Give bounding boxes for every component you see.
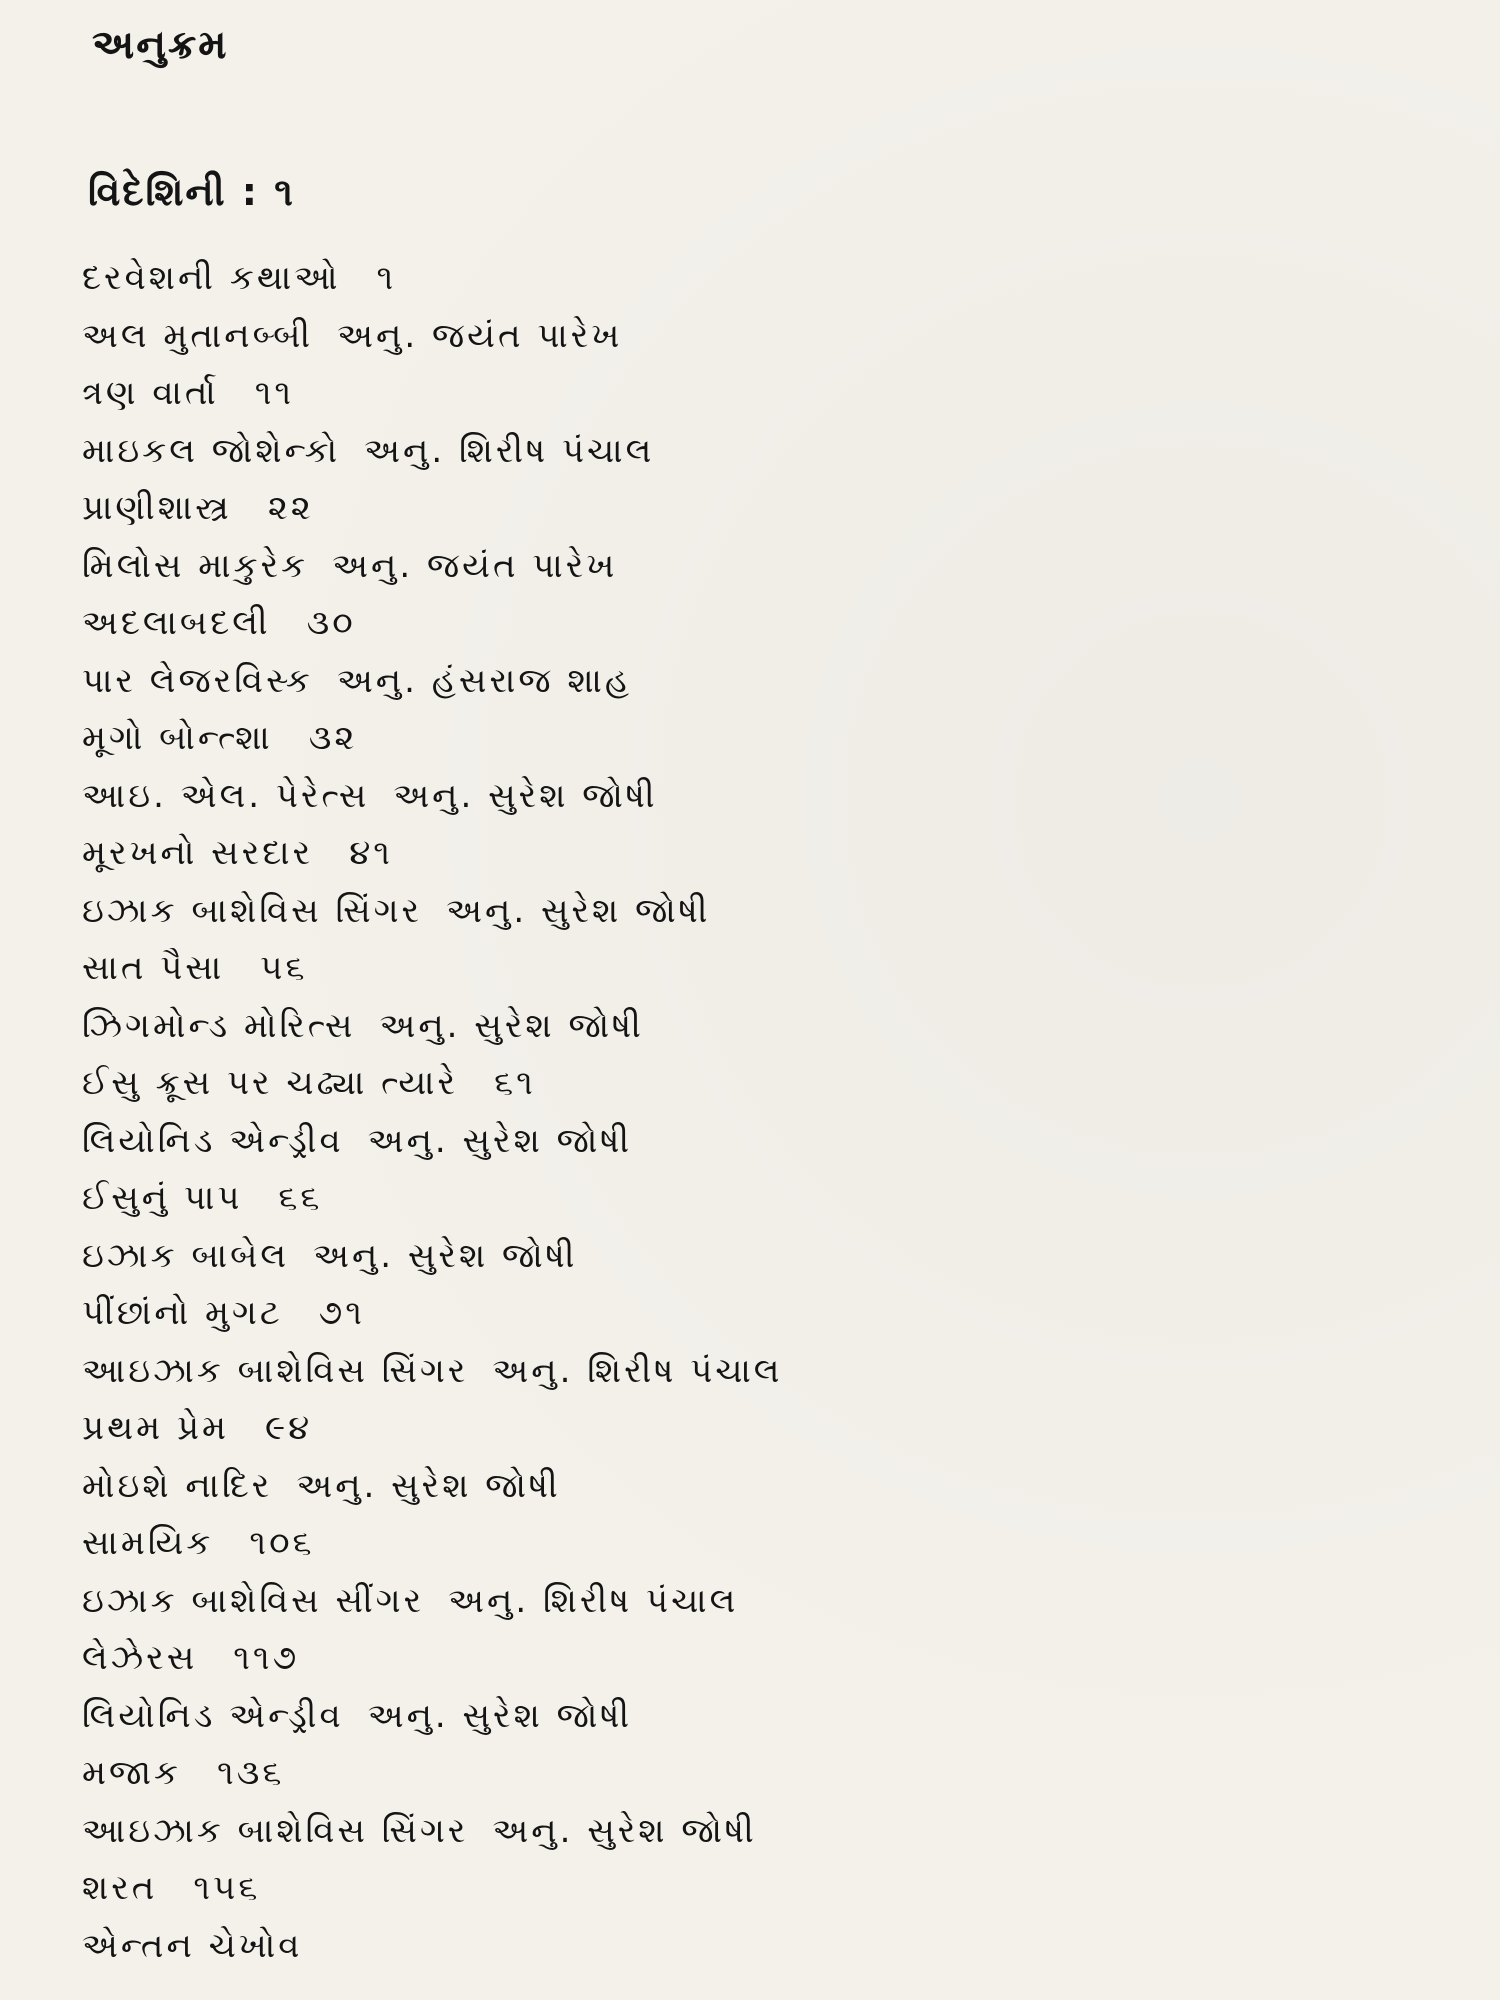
- page-number: ૯૪: [265, 1408, 313, 1448]
- toc-author-line: [82, 883, 1382, 941]
- story-title: પ્રાણીશાસ્ત્ર: [82, 488, 232, 528]
- toc-story-line: [82, 1400, 1382, 1458]
- translator-credit: અનુ. સુરેશ જોષી: [393, 775, 658, 816]
- story-title: શરત: [82, 1868, 158, 1908]
- author-name: અલ મુતાનબ્બી: [82, 315, 314, 356]
- toc-author-line: [82, 998, 1382, 1056]
- story-title: અદલાબદલી: [82, 603, 271, 643]
- toc-author-line: [82, 423, 1382, 481]
- author-name: ઝિગમોન્ડ મોરિત્સ: [82, 1005, 356, 1046]
- toc-story-line: [82, 1860, 1382, 1918]
- author-name: લિયોનિડ એન્ડ્રીવ: [82, 1695, 344, 1736]
- story-title: ઈસુ ક્રૂસ પર ચઢ્યા ત્યારે: [82, 1063, 459, 1103]
- toc-story-line: [82, 1055, 1382, 1113]
- toc-author-line: [82, 1918, 1382, 1976]
- story-title: પ્રથમ પ્રેમ: [82, 1408, 230, 1448]
- translator-credit: અનુ. સુરેશ જોષી: [313, 1235, 578, 1276]
- story-title: ઈસુનું પાપ: [82, 1178, 243, 1218]
- toc-story-line: [82, 595, 1382, 653]
- toc-story-line: [82, 1285, 1382, 1343]
- author-name: આઇ. એલ. પેરેત્સ: [82, 775, 370, 816]
- toc-story-line: [82, 1630, 1382, 1688]
- table-of-contents: [82, 250, 1382, 1975]
- story-title: ત્રણ વાર્તા: [82, 373, 219, 413]
- translator-credit: અનુ. જયંત પારેખ: [337, 315, 623, 356]
- translator-credit: અનુ. શિરીષ પંચાલ: [364, 430, 655, 471]
- page-number: ૨૨: [267, 488, 314, 528]
- translator-credit: અનુ. શિરીષ પંચાલ: [448, 1580, 739, 1621]
- translator-credit: અનુ. સુરેશ જોષી: [296, 1465, 561, 1506]
- translator-credit: અનુ. હંસરાજ શાહ: [336, 660, 633, 701]
- author-name: એન્તન ચેખોવ: [82, 1925, 303, 1966]
- toc-author-line: [82, 653, 1382, 711]
- toc-author-line: [82, 768, 1382, 826]
- page-number: ૧૦૬: [249, 1523, 315, 1563]
- story-title: સામયિક: [82, 1523, 214, 1563]
- page-number: ૬૧: [494, 1063, 536, 1103]
- translator-credit: અનુ. સુરેશ જોષી: [367, 1695, 633, 1736]
- toc-author-line: [82, 308, 1382, 366]
- page-number: ૭૧: [318, 1293, 365, 1333]
- story-title: સાત પૈસા: [82, 948, 225, 988]
- page-number: ૪૧: [349, 833, 393, 873]
- toc-author-line: [82, 1113, 1382, 1171]
- page-number: ૬૬: [278, 1178, 323, 1218]
- page-number: ૧૧: [254, 373, 295, 413]
- translator-credit: અનુ. જયંત પારેખ: [332, 545, 618, 586]
- story-title: દરવેશની કથાઓ: [82, 258, 341, 298]
- translator-credit: અનુ. શિરીષ પંચાલ: [492, 1350, 783, 1391]
- story-title: પીંછાંનો મુગટ: [82, 1293, 283, 1333]
- author-name: મોઇશે નાદિર: [82, 1465, 273, 1506]
- author-name: આઇઝાક બાશેવિસ સિંગર: [82, 1350, 469, 1391]
- toc-author-line: [82, 1688, 1382, 1746]
- translator-credit: અનુ. સુરેશ જોષી: [492, 1810, 757, 1851]
- story-title: લેઝેરસ: [82, 1638, 198, 1678]
- author-name: આઇઝાક બાશેવિસ સિંગર: [82, 1810, 469, 1851]
- translator-credit: અનુ. સુરેશ જોષી: [446, 890, 711, 931]
- page-number: ૩૦: [306, 603, 356, 643]
- toc-story-line: [82, 825, 1382, 883]
- author-name: મિલોસ માકુરેક: [82, 545, 309, 586]
- author-name: લિયોનિડ એન્ડ્રીવ: [82, 1120, 344, 1161]
- translator-credit: અનુ. સુરેશ જોષી: [367, 1120, 633, 1161]
- toc-story-line: [82, 710, 1382, 768]
- toc-author-line: [82, 1228, 1382, 1286]
- toc-story-line: [82, 480, 1382, 538]
- author-name: ઇઝાક બાશેવિસ સીંગર: [82, 1580, 425, 1621]
- section-title: વિદેશિની : ૧: [88, 170, 295, 214]
- toc-author-line: [82, 1458, 1382, 1516]
- toc-author-line: [82, 1343, 1382, 1401]
- toc-story-line: [82, 940, 1382, 998]
- story-title: મજાક: [82, 1753, 182, 1793]
- page-number: ૧૧૭: [233, 1638, 300, 1678]
- page-number: ૧૩૬: [217, 1753, 285, 1793]
- toc-author-line: [82, 538, 1382, 596]
- story-title: મૂગો બોન્ત્શા: [82, 718, 273, 758]
- page-number: ૧: [376, 258, 397, 298]
- toc-author-line: [82, 1573, 1382, 1631]
- page-number: ૫૬: [260, 948, 308, 988]
- toc-story-line: [82, 365, 1382, 423]
- toc-story-line: [82, 250, 1382, 308]
- translator-credit: અનુ. સુરેશ જોષી: [379, 1005, 644, 1046]
- story-title: મૂરખનો સરદાર: [82, 833, 314, 873]
- page-number: ૧૫૬: [193, 1868, 261, 1908]
- author-name: ઇઝાક બાબેલ: [82, 1235, 290, 1276]
- toc-story-line: [82, 1745, 1382, 1803]
- toc-story-line: [82, 1170, 1382, 1228]
- author-name: પાર લેજરવિસ્ક: [82, 660, 313, 701]
- page-number: ૩૨: [308, 718, 358, 758]
- author-name: માઇકલ જોશેન્કો: [82, 430, 341, 471]
- toc-author-line: [82, 1803, 1382, 1861]
- author-name: ઇઝાક બાશેવિસ સિંગર: [82, 890, 423, 931]
- page-heading: અનુક્રમ: [92, 22, 229, 68]
- toc-story-line: [82, 1515, 1382, 1573]
